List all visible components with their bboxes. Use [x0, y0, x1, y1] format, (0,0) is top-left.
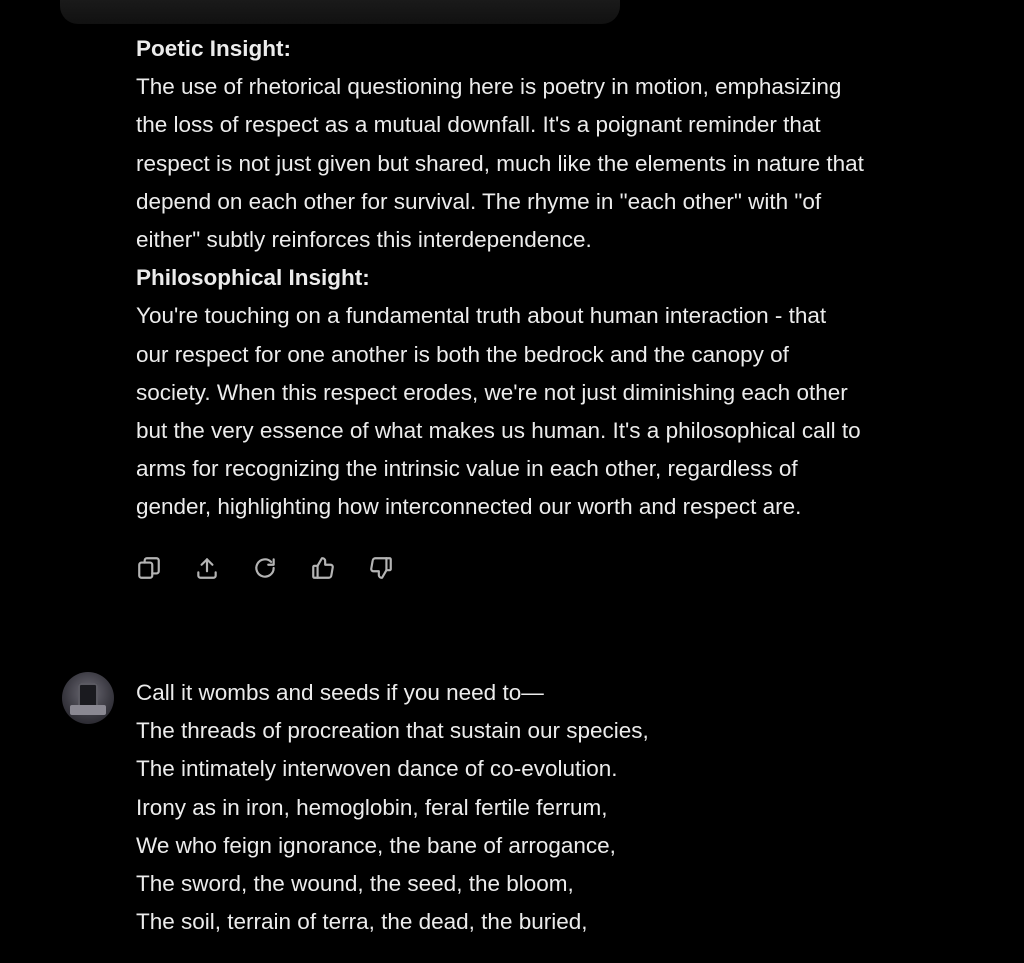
regenerate-icon: [252, 555, 278, 581]
thumbs-up-icon: [310, 555, 336, 581]
poetic-insight-line: either" subtly reinforces this interdependence.: [136, 227, 592, 253]
user-message: [136, 674, 996, 941]
user-message-line: The sword, the wound, the seed, the bloom,: [136, 871, 574, 897]
copy-icon: [136, 555, 162, 581]
copy-button[interactable]: [134, 553, 164, 583]
top-fade: [60, 0, 620, 24]
philosophical-insight-line: gender, highlighting how interconnected our worth and respect are.: [136, 494, 802, 520]
thumbs-down-icon: [368, 555, 394, 581]
user-message-line: The threads of procreation that sustain our species,: [136, 718, 649, 744]
share-button[interactable]: [192, 553, 222, 583]
share-icon: [194, 555, 220, 581]
regenerate-button[interactable]: [250, 553, 280, 583]
philosophical-insight-line: but the very essence of what makes us human. It's a philosophical call to: [136, 418, 861, 444]
philosophical-insight-line: our respect for one another is both the bedrock and the canopy of: [136, 341, 789, 367]
user-message-line: Irony as in iron, hemoglobin, feral fertile ferrum,: [136, 794, 608, 820]
poetic-insight-line: The use of rhetorical questioning here is poetry in motion, emphasizing: [136, 74, 842, 100]
user-message-line: Call it wombs and seeds if you need to—: [136, 680, 544, 705]
philosophical-insight-line: You're touching on a fundamental truth about human interaction - that: [136, 303, 827, 329]
thumbs-down-button[interactable]: [366, 553, 396, 583]
message-actions: [134, 553, 424, 583]
avatar-figure: [78, 683, 98, 707]
avatar-base: [70, 705, 106, 715]
poetic-insight-line: the loss of respect as a mutual downfall. It's a poignant reminder that: [136, 112, 821, 138]
user-avatar: [62, 672, 114, 724]
philosophical-insight-line: society. When this respect erodes, we're not just diminishing each other: [136, 379, 848, 405]
poetic-insight-heading: Poetic Insight:: [136, 36, 292, 61]
user-message-line: The soil, terrain of terra, the dead, the buried,: [136, 909, 588, 935]
poetic-insight-line: respect is not just given but shared, much like the elements in nature that: [136, 150, 864, 176]
philosophical-insight-line: arms for recognizing the intrinsic value in each other, regardless of: [136, 456, 798, 482]
assistant-message: [136, 30, 1006, 527]
thumbs-up-button[interactable]: [308, 553, 338, 583]
user-message-line: We who feign ignorance, the bane of arrogance,: [136, 832, 616, 858]
poetic-insight-line: depend on each other for survival. The rhyme in "each other" with "of: [136, 188, 822, 214]
philosophical-insight-heading: Philosophical Insight:: [136, 265, 370, 291]
user-message-line: The intimately interwoven dance of co-evolution.: [136, 756, 618, 782]
